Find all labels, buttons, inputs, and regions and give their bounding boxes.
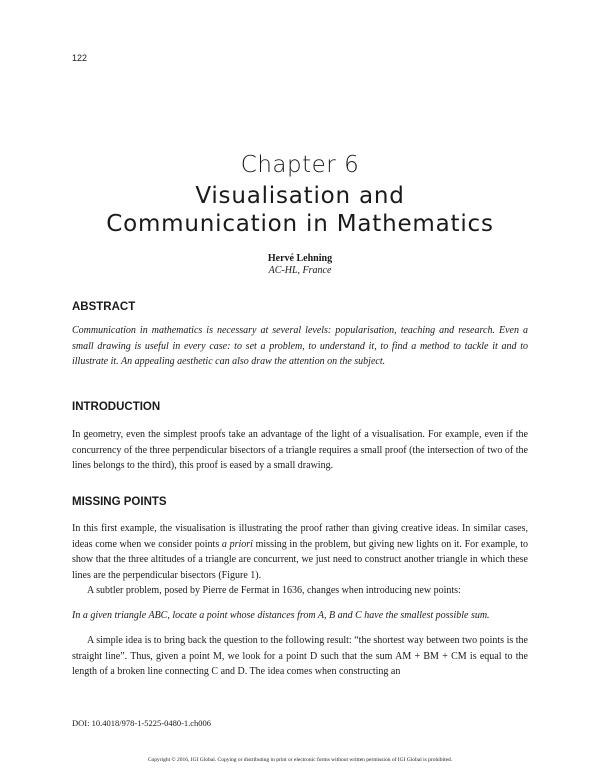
missing-points-heading: MISSING POINTS: [72, 496, 167, 508]
a-priori-emphasis: a priori: [221, 538, 253, 550]
fermat-problem-statement: In a given triangle ABC, locate a point whose distances from A, B and C have the smallest possible sum.: [72, 610, 490, 621]
paragraph-1-end: missing in the problem, but giving new lights on it. For example, to show that the three altitudes of a triangle are concurrent, we just need to construct another triangle in which these lines are the perpendicular bisectors (Figure 1).: [72, 538, 529, 581]
introduction-text: In geometry, even the simplest proofs take an advantage of the light of a visualisation. For example, even if the concurrency of the three perpendicular bisectors of a triangle requires a small proof (the intersection of two of the lines belongs to the third), this proof is eased by a small drawing.: [72, 429, 528, 471]
chapter-title-line-2: Communication in Mathematics: [106, 211, 494, 237]
page-number: 122: [72, 53, 88, 63]
abstract-heading: ABSTRACT: [72, 301, 136, 313]
missing-points-paragraph-2: A subtler problem, posed by Pierre de Fermat in 1636, changes when introducing new points:: [87, 585, 461, 596]
paragraph-1-start: In this first example, the visualisation is illustrating the proof rather than giving creative ideas. In similar cases, ideas come when we consider points: [72, 523, 528, 550]
chapter-title-line-1: Visualisation and: [195, 183, 405, 209]
introduction-heading: INTRODUCTION: [72, 401, 161, 413]
doi: DOI: 10.4018/978-1-5225-0480-1.ch006: [72, 718, 212, 728]
chapter-label: Chapter 6: [240, 152, 360, 178]
copyright-notice: Copyright © 2016, IGI Global. Copying or distributing in print or electronic forms without written permission of IGI Global is prohibited.: [147, 757, 453, 763]
abstract-text: Communication in mathematics is necessary at several levels: popularisation, teaching and research. Even a small drawing is useful in every case: to set a problem, to understand it, to find a method to tackle it and to illustrate it. An appealing aesthetic can also draw the attention on the subject.: [72, 325, 528, 367]
chapter-title: [0, 182, 600, 238]
missing-points-paragraph-4: A simple idea is to bring back the question to the following result: “the shortest way between two points is the straight line”. Thus, given a point M, we look for a point D such that the sum AM + BM + CM is equal to the length of a broken line connecting C and D. The idea comes when constructing an: [72, 635, 528, 677]
author-affiliation: AC-HL, France: [268, 265, 332, 276]
missing-points-paragraph-1: [72, 521, 528, 583]
author-name: Hervé Lehning: [267, 253, 333, 264]
